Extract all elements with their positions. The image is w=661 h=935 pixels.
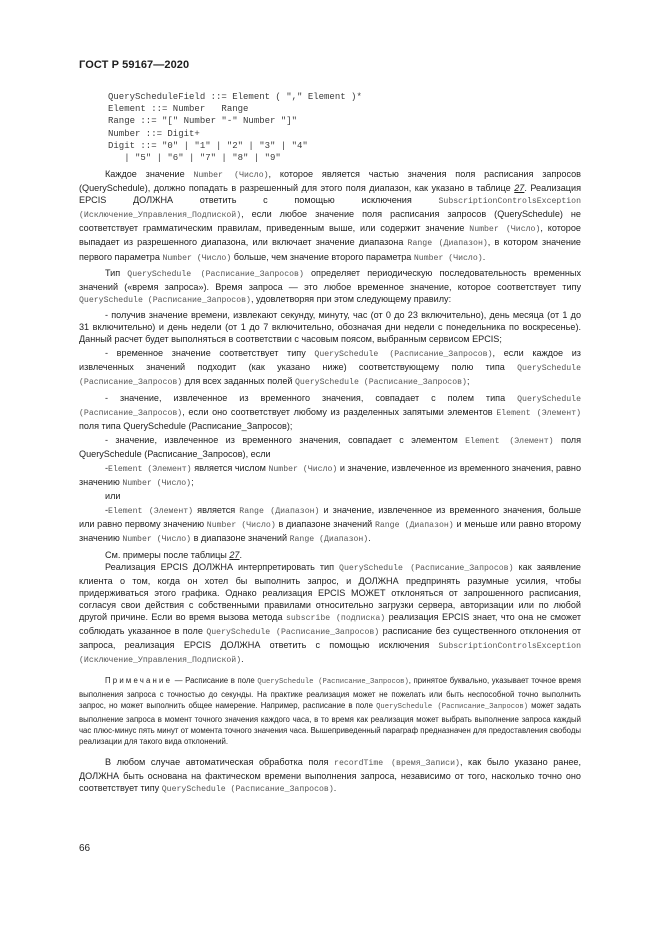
- code-term: Number (Число): [268, 464, 338, 474]
- table-reference-link[interactable]: 27: [229, 549, 240, 560]
- code-term: Element (Элемент): [108, 464, 192, 474]
- code-term: QuerySchedule (Расписание_Запросов): [79, 394, 581, 418]
- code-term: Number (Число): [206, 521, 276, 531]
- code-term: QuerySchedule (Расписание_Запросов): [161, 785, 334, 794]
- code-term: subscribe (подписка): [285, 614, 386, 623]
- paragraph-query-schedule-type: Тип QuerySchedule (Расписание_Запросов) определяет периодическую последовательность временных значений («время запроса»). Время запроса — это любое временное значение, которое соответствует типу QuerySchedule (Расписание_Запросов), удовлетворяя при этом следующему правилу:: [79, 267, 582, 305]
- grammar-line: Digit ::= "0" | "1" | "2" | "3" | "4": [108, 140, 308, 151]
- code-term: QuerySchedule (Расписание_Запросов): [376, 703, 529, 712]
- code-term: QuerySchedule (Расписание_Запросов): [127, 269, 304, 279]
- code-term: SubscriptionControlsException (Исключение_Управления_Подпиской): [79, 642, 581, 666]
- code-term: recordTime (время_Записи): [334, 758, 460, 768]
- code-term: Number (Число): [162, 253, 232, 263]
- conjunction-or: или: [105, 491, 121, 502]
- body-text: [79, 168, 581, 796]
- paragraph-number-range: Каждое значение Number (Число), которое является частью значения поля расписания запросов (QuerySchedule), должно попадать в разрешенный для этого поля диапазон, как указано в таблице 27. Реализация EPCIS ДОЛЖНА ответить с помощью исключения SubscriptionControlsException (Исключение_Управления_Подпиской), если любое значение поля расписания запросов (QuerySchedule) не соответствует грамматическим правилам, приведенным выше, или содержит значение Number (Число), которое выпадает из разрешенного диапазона, или включает значение диапазона Range (Диапазон), в котором значение первого параметра Number (Число) больше, чем значение второго параметра Number (Число).: [79, 169, 582, 263]
- standard-header: ГОСТ Р 59167—2020: [79, 59, 190, 71]
- note-block: Примечание — Расписание в поле QuerySchedule (Расписание_Запросов), принятое буквально, указывает точное время выполнения запроса с точностью до секунды. На практике реализация может не пожелать или быть неспособной точно выполнить запрос, но может выполнить общее намерение. Например, расписание в поле QuerySchedule (Расписание_Запросов) может задать выполнение запроса в момент точного значения каждого часа, в то время как реализация может выбрать выполнение запроса каждый час плюс-минус пять минут от момента точного значения часа. Вышеприведенный параграф предназначен для предоставления свободы реализации для такого вида отклонений.: [79, 676, 582, 747]
- code-term: Number (Число): [413, 253, 483, 263]
- code-term: Range (Диапазон): [407, 239, 488, 249]
- paragraph-see-examples: См. примеры после таблицы 27.: [105, 549, 243, 560]
- code-term: Range (Диапазон): [239, 507, 320, 517]
- code-term: Range (Диапазон): [289, 535, 369, 545]
- grammar-line: Element ::= Number Range: [108, 104, 249, 115]
- list-item-field-match: - значение, извлеченное из временного значения, совпадает с полем типа QuerySchedule (Расписание_Запросов), если оно соответствует любому из разделенных запятыми элементов Element (Элемент) поля типа QuerySchedule (Расписание_Запросов);: [79, 392, 582, 431]
- paragraph-implementation: Реализация EPCIS ДОЛЖНА интерпретировать тип QuerySchedule (Расписание_Запросов) как заявление клиента о том, когда он хотел бы выполнить запрос, и ДОЛЖНА предпринять разумные усилия, чтобы придерживаться этого графика. Однако реализация EPCIS МОЖЕТ отклоняться от запрошенного расписания, согласуя свои действия с собственными правилами относительно загрузки сервера, авторизации или по любой другой причине. Если во время вызова метода subscribe (подписка) реализация EPCIS знает, что она не сможет соблюдать указанное в поле QuerySchedule (Расписание_Запросов) расписание без существенного отклонения от запроса, реализация EPCIS ДОЛЖНА ответить с помощью исключения SubscriptionControlsException (Исключение_Управления_Подпиской).: [79, 561, 582, 666]
- code-term: Element (Элемент): [108, 507, 194, 517]
- code-term: QuerySchedule (Расписание_Запросов): [257, 678, 409, 687]
- code-term: QuerySchedule (Расписание_Запросов): [79, 364, 581, 388]
- list-item-type-match: - временное значение соответствует типу QuerySchedule (Расписание_Запросов), если каждое из извлеченных значений подходит (как указано ниже) соответствующему полю типа QuerySchedule (Расписание_Запросов) для всех заданных полей QuerySchedule (Расписание_Запросов);: [79, 348, 581, 388]
- grammar-line: Number ::= Digit+: [108, 128, 200, 139]
- code-term: Element (Элемент): [496, 408, 582, 418]
- code-term: Number (Число): [469, 225, 541, 235]
- code-term: QuerySchedule (Расписание_Запросов): [206, 628, 380, 638]
- code-term: QuerySchedule (Расписание_Запросов): [79, 295, 251, 305]
- grammar-line: QueryScheduleField ::= Element ( "," Element )*: [108, 92, 362, 102]
- code-term: QuerySchedule (Расписание_Запросов): [339, 563, 514, 573]
- code-term: Number (Число): [193, 171, 269, 180]
- paragraph-record-time: В любом случае автоматическая обработка поля recordTime (время_Записи), как было указано ранее, ДОЛЖНА быть основана на фактическом времени выполнения запроса, независимо от того, насколько точно оно соответствует типу QuerySchedule (Расписание_Запросов).: [79, 756, 582, 794]
- code-term: SubscriptionControlsException (Исключение_Управления_Подпиской): [79, 197, 581, 221]
- table-reference-link[interactable]: 27: [514, 183, 525, 194]
- code-term: QuerySchedule (Расписание_Запросов): [314, 350, 493, 360]
- grammar-line: | "5" | "6" | "7" | "8" | "9": [108, 153, 281, 164]
- list-item-element-range: -Element (Элемент) является Range (Диапазон) и значение, извлеченное из временного значения, больше или равно первому значению Number (Число) в диапазоне значений Range (Диапазон) и меньше или равно второму значению Number (Число) в диапазоне значений Range (Диапазон).: [79, 505, 581, 545]
- code-term: Number (Число): [122, 479, 192, 489]
- page-number: 66: [79, 843, 91, 854]
- list-item-element-number: -Element (Элемент) является числом Number (Число) и значение, извлеченное из временного значения, равно значению Number (Число);: [79, 462, 581, 489]
- code-term: Range (Диапазон): [374, 521, 454, 531]
- grammar-block: [108, 91, 362, 164]
- note-label: Примечание: [105, 676, 173, 686]
- list-item-extract-values: - получив значение времени, извлекают секунду, минуту, час (от 0 до 23 включительно), день месяца (от 1 до 31 включительно) и день недели (от 1 до 7 включительно, обозначая дни недели с понедельника по воскресенье). Данный расчет будет выполняться в соответствии с часовым поясом, выбранным сервисом EPCIS;: [79, 309, 581, 345]
- code-term: QuerySchedule (Расписание_Запросов): [295, 378, 467, 388]
- grammar-line: Range ::= "[" Number "-" Number "]": [108, 116, 298, 127]
- code-term: Element (Элемент): [465, 436, 554, 446]
- code-term: Number (Число): [122, 535, 192, 545]
- list-item-element-match: - значение, извлеченное из временного значения, совпадает с элементом Element (Элемент) поля QuerySchedule (Расписание_Запросов), если: [79, 434, 582, 459]
